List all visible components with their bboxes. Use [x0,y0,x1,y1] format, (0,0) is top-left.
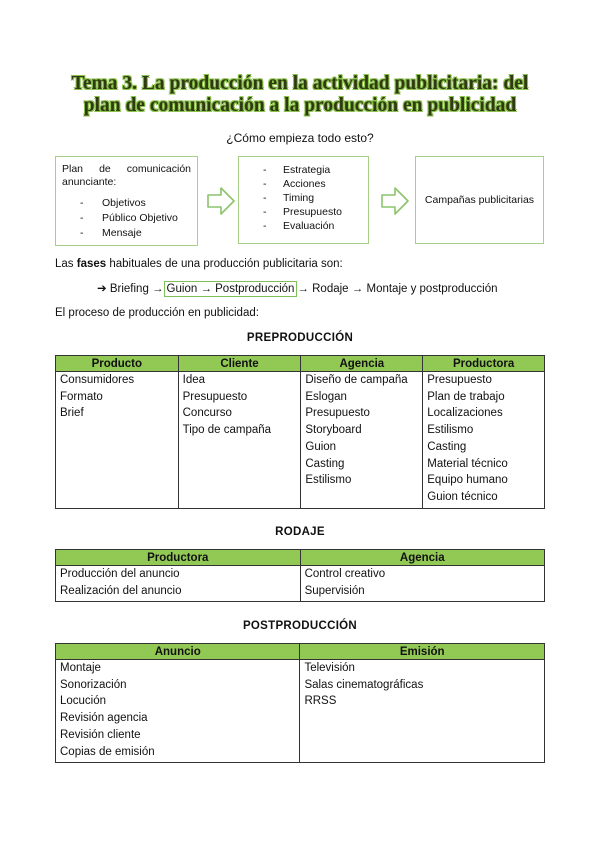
list-item: - Mensaje [80,227,142,239]
intro-question: ¿Cómo empieza todo esto? [226,131,374,145]
table-cell: Control creativo Supervisión [300,566,544,602]
phases-sequence: ➔ Briefing → Guion → Postproducción → Rodaje → Montaje y postproducción [97,283,498,295]
shooting-heading: RODAJE [275,526,325,538]
list-item: - Público Objetivo [80,212,178,224]
list-item: - Estrategia [263,164,331,176]
phases-bold: fases [76,258,107,270]
preproduction-table [55,355,545,509]
column-header: Emisión [300,644,545,660]
postproduction-table [55,643,545,763]
flow-arrow-right-icon [380,186,410,216]
communication-plan-box [55,156,198,246]
box1-list [62,196,191,241]
column-header: Cliente [178,356,301,372]
campaigns-label: Campañas publicitarias [424,194,535,206]
postproduction-heading: POSTPRODUCCIÓN [242,620,358,632]
box2-list [247,163,360,233]
arrow-icon: → [351,283,364,295]
process-intro: El proceso de producción en publicidad: [55,307,259,319]
phases-intro: Las fases habituales de una producción publicitaria son: [55,258,343,270]
box1-intro-line1: Plan de comunicación [62,163,191,175]
list-item: - Presupuesto [263,206,342,218]
column-header: Productora [56,550,301,566]
title-line-2: plan de comunicación a la producción en publicidad [83,95,517,116]
table-cell: Consumidores Formato Brief [56,372,179,509]
table-cell: Presupuesto Plan de trabajo Localizaciones Estilismo Casting Material técnico Equipo humano Guion técnico [423,372,545,509]
list-item: - Objetivos [80,197,146,209]
shooting-table [55,549,545,602]
table-cell: Diseño de campaña Eslogan Presupuesto Storyboard Guion Casting Estilismo [301,372,423,509]
table-cell: Televisión Salas cinematográficas RRSS [300,660,545,763]
column-header: Agencia [300,550,544,566]
arrow-icon: → [152,283,164,295]
arrow-icon: → [297,283,309,295]
bullet-arrow-icon: ➔ [97,283,107,295]
list-item: - Evaluación [263,220,335,232]
column-header: Producto [56,356,179,372]
highlighted-phases: Guion → Postproducción [164,281,298,297]
list-item: - Acciones [263,178,326,190]
column-header: Anuncio [56,644,300,660]
table-cell: Idea Presupuesto Concurso Tipo de campaña [178,372,301,509]
table-cell: Montaje Sonorización Locución Revisión agencia Revisión cliente Copias de emisión [56,660,300,763]
preproduction-heading: PREPRODUCCIÓN [246,332,354,344]
flow-arrow-right-icon [206,186,236,216]
strategy-box [238,156,369,244]
table-cell: Producción del anuncio Realización del anuncio [56,566,301,602]
page-title [40,73,560,117]
column-header: Productora [423,356,545,372]
arrow-icon: → [200,283,212,295]
title-line-1: Tema 3. La producción en la actividad publicitaria: del [71,73,529,94]
box1-intro-line2: anunciante: [62,176,117,188]
list-item: - Timing [263,192,315,204]
campaigns-box [415,156,544,244]
column-header: Agencia [301,356,423,372]
